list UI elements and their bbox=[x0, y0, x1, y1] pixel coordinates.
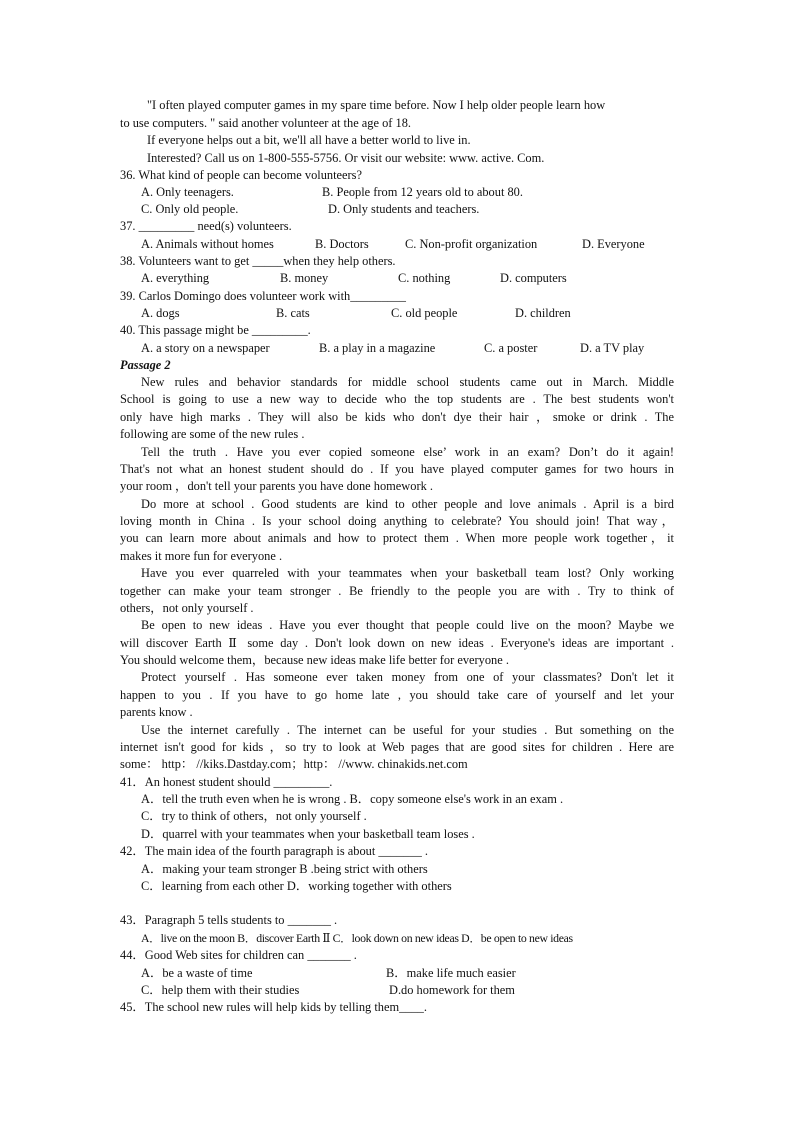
passage-heading: Passage 2 bbox=[120, 358, 171, 372]
answer-option: A. dogs bbox=[141, 306, 180, 320]
passage2-line: Have you ever quarreled with your teammates when your basketball team lost? Only working bbox=[141, 566, 674, 580]
question-stem: 36. What kind of people can become volunteers? bbox=[120, 168, 362, 182]
passage2-line: makes it more fun for everyone . bbox=[120, 549, 283, 563]
passage2-line: only have high marks . They will also be kids who don't dye their hair ，smoke or drink . The bbox=[120, 410, 674, 424]
question-stem: 40. This passage might be _________. bbox=[120, 323, 311, 337]
answer-option: C．help them with their studies bbox=[141, 983, 300, 997]
answer-option: A．tell the truth even when he is wrong . B．copy someone else's work in an exam . bbox=[141, 792, 564, 806]
passage1-paragraph-line: to use computers. " said another volunteer at the age of 18. bbox=[120, 116, 411, 130]
answer-option: B. money bbox=[280, 271, 329, 285]
answer-option: D．quarrel with your teammates when your basketball team loses . bbox=[141, 827, 475, 841]
question-stem: 43．Paragraph 5 tells students to _______ . bbox=[120, 913, 338, 927]
answer-option: C. a poster bbox=[484, 341, 538, 355]
question-stem: 37. _________ need(s) volunteers. bbox=[120, 219, 292, 233]
passage2-line: Do more at school . Good students are kind to other people and love animals . April is a bird bbox=[141, 497, 674, 511]
answer-option: C．learning from each other D．working together with others bbox=[141, 879, 452, 893]
question-stem: 45．The school new rules will help kids by telling them____. bbox=[120, 1000, 427, 1014]
answer-option: A. Animals without homes bbox=[141, 237, 274, 251]
passage2-line: you can learn more about animals and how to protect them . When more people work together，it bbox=[120, 531, 674, 545]
question-stem: 42．The main idea of the fourth paragraph is about _______ . bbox=[120, 844, 428, 858]
passage2-line: School is going to use a new way to decide who the top students are . The best students won't bbox=[120, 392, 674, 406]
answer-option: B. a play in a magazine bbox=[319, 341, 436, 355]
answer-option: C. Non-profit organization bbox=[405, 237, 538, 251]
answer-option: A. Only teenagers. bbox=[141, 185, 234, 199]
question-stem: 38. Volunteers want to get _____when they help others. bbox=[120, 254, 396, 268]
answer-option: D. Everyone bbox=[582, 237, 645, 251]
passage2-line: some： http： //kiks.Dastday.com；http： //www. chinakids.net.com bbox=[120, 757, 468, 771]
passage2-line: others，not only yourself . bbox=[120, 601, 254, 615]
answer-option: B. Doctors bbox=[315, 237, 369, 251]
answer-option: B. cats bbox=[276, 306, 310, 320]
passage1-paragraph-line: If everyone helps out a bit, we'll all have a better world to live in. bbox=[147, 133, 471, 147]
answer-option: C. Only old people. bbox=[141, 202, 239, 216]
answer-option: D. children bbox=[515, 306, 571, 320]
passage2-line: your room ，don't tell your parents you have done homework . bbox=[120, 479, 433, 493]
answer-option: A．live on the moon B．discover Earth Ⅱ C．look down on new ideas D．be open to new ideas bbox=[141, 931, 573, 945]
question-stem: 41．An honest student should _________. bbox=[120, 775, 333, 789]
question-stem: 39. Carlos Domingo does volunteer work with_________ bbox=[120, 289, 406, 303]
answer-option: D. Only students and teachers. bbox=[328, 202, 480, 216]
answer-option: B. People from 12 years old to about 80. bbox=[322, 185, 523, 199]
passage2-line: following are some of the new rules . bbox=[120, 427, 305, 441]
passage1-paragraph-line: "I often played computer games in my spare time before. Now I help older people learn how bbox=[147, 98, 606, 112]
question-stem: 44．Good Web sites for children can _______ . bbox=[120, 948, 357, 962]
passage2-line: You should welcome them，because new ideas make life better for everyone . bbox=[120, 653, 509, 667]
passage2-line: Tell the truth . Have you ever copied someone else’ work in an exam? Don’t do it again! bbox=[141, 445, 674, 459]
passage2-line: New rules and behavior standards for middle school students came out in March. Middle bbox=[141, 375, 674, 389]
answer-option: D.do homework for them bbox=[389, 983, 515, 997]
passage2-line: Be open to new ideas . Have you ever thought that people could live on the moon? Maybe we bbox=[141, 618, 674, 632]
passage2-line: Use the internet carefully . The internet can be useful for your studies . But something on the bbox=[141, 723, 674, 737]
answer-option: C. old people bbox=[391, 306, 458, 320]
answer-option: A. a story on a newspaper bbox=[141, 341, 270, 355]
passage2-line: happen to you . If you have to go home late , you should take care of yourself and let your bbox=[120, 688, 674, 702]
passage2-line: loving month in China . Is your school doing anything to celebrate? You should join! That way， bbox=[120, 514, 674, 528]
passage2-line: parents know . bbox=[120, 705, 193, 719]
answer-option: A．making your team stronger B .being strict with others bbox=[141, 862, 428, 876]
answer-option: B．make life much easier bbox=[386, 966, 516, 980]
answer-option: C. nothing bbox=[398, 271, 451, 285]
passage2-line: will discover Earth Ⅱ some day . Don't look down on new ideas . Everyone's ideas are important . bbox=[120, 636, 674, 650]
passage2-line: Protect yourself . Has someone ever taken money from one of your classmates? Don't let it bbox=[141, 670, 674, 684]
passage1-paragraph-line: Interested? Call us on 1-800-555-5756. Or visit our website: www. active. Com. bbox=[147, 151, 545, 165]
answer-option: C．try to think of others，not only yourself . bbox=[141, 809, 367, 823]
answer-option: A．be a waste of time bbox=[141, 966, 253, 980]
answer-option: D. computers bbox=[500, 271, 567, 285]
passage2-line: That's not what an honest student should do . If you have played computer games for two hours in bbox=[120, 462, 674, 476]
answer-option: D. a TV play bbox=[580, 341, 645, 355]
answer-option: A. everything bbox=[141, 271, 210, 285]
passage2-line: internet isn't good for kids ，so try to look at Web pages that are good sites for children . Here are bbox=[120, 740, 674, 754]
passage2-line: together can make your team stronger . Be friendly to the people you are with . Try to think of bbox=[120, 584, 674, 598]
